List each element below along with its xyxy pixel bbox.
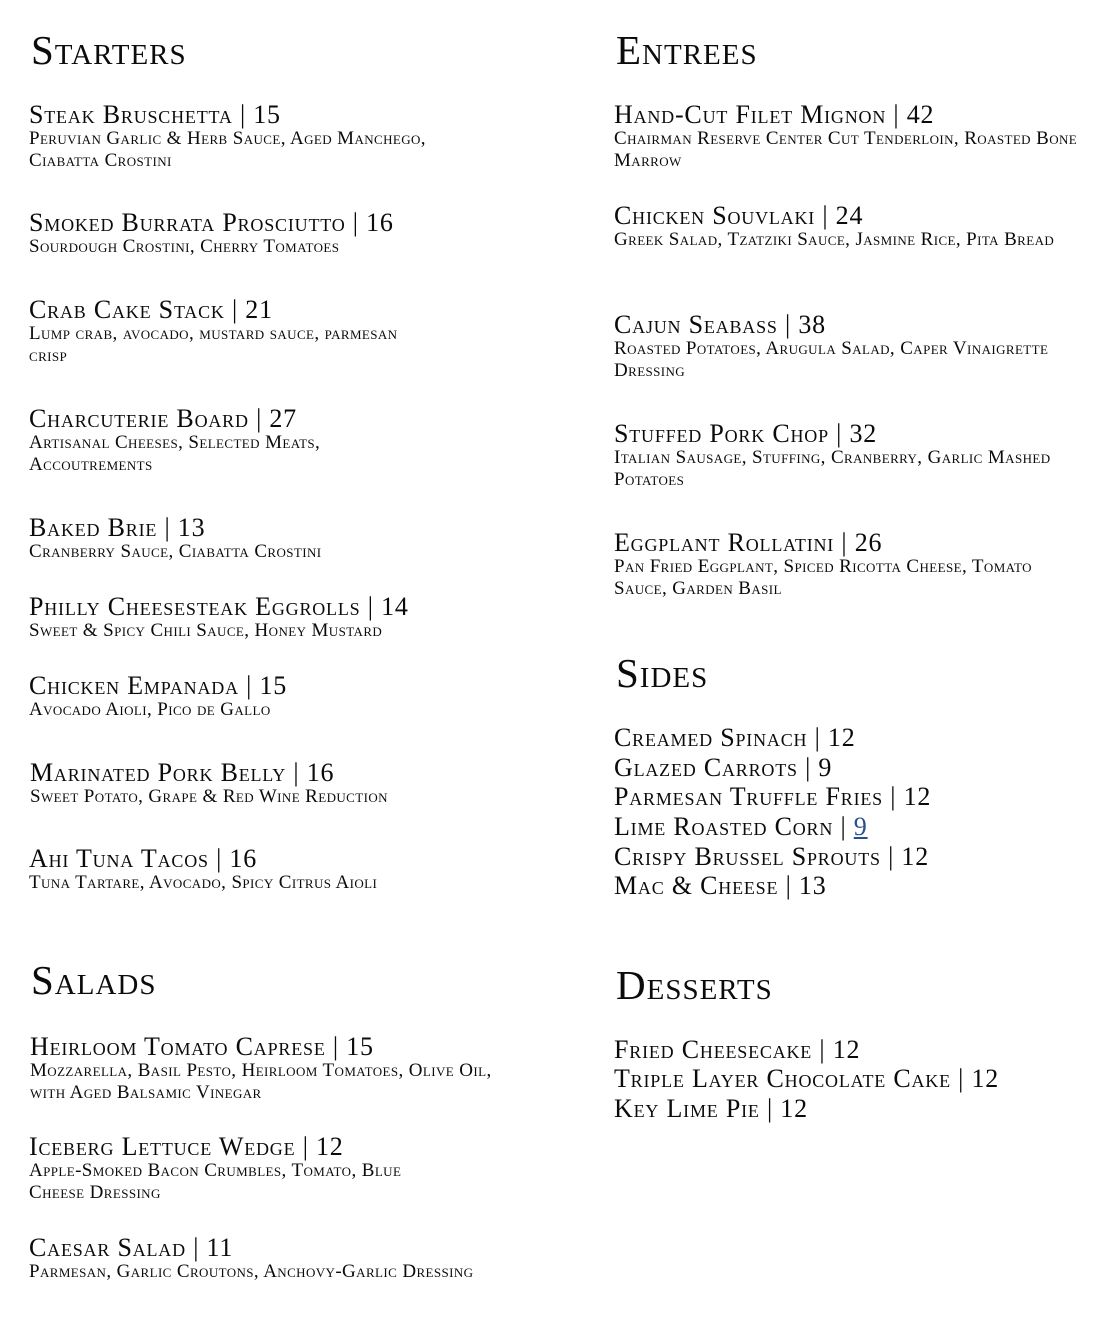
price-link[interactable]: 9 [853,812,868,841]
menu-item [30,1033,550,1104]
item-name: Baked Brie | 13 [29,513,206,542]
item-name: Iceberg Lettuce Wedge | 12 [29,1132,344,1161]
dessert-item: Triple Layer Chocolate Cake | 12 [614,1064,1000,1093]
menu-item [614,202,1104,251]
menu-item [29,1133,549,1204]
menu-item [614,311,1104,382]
item-description: Parmesan, Garlic Croutons, Anchovy-Garlic Dressing [29,1261,474,1282]
side-item: Creamed Spinach | 12 [614,723,856,752]
item-name: Charcuterie Board | 27 [29,404,297,433]
item-description: Roasted Potatoes, Arugula Salad, Caper Vinaigrette Dressing [614,338,1049,381]
item-description: Sweet Potato, Grape & Red Wine Reduction [30,786,388,807]
menu-item [29,101,549,172]
item-description: Peruvian Garlic & Herb Sauce, Aged Manchego, Ciabatta Crostini [29,128,426,171]
entrees-title: Entrees [616,27,758,73]
item-description: Chairman Reserve Center Cut Tenderloin, Roasted Bone Marrow [614,128,1078,171]
side-item: Parmesan Truffle Fries | 12 [614,782,932,811]
menu-item [29,209,549,258]
item-name: Philly Cheesesteak Eggrolls | 14 [29,592,409,621]
menu-item [29,845,549,894]
item-description: Sweet & Spicy Chili Sauce, Honey Mustard [29,620,383,641]
side-item: Crispy Brussel Sprouts | 12 [614,842,930,871]
item-description: Sourdough Crostini, Cherry Tomatoes [29,236,340,257]
side-item [614,813,868,841]
salads-title: Salads [31,957,157,1003]
item-name: Eggplant Rollatini | 26 [614,528,883,557]
menu-item [29,296,549,367]
item-description: Apple-Smoked Bacon Crumbles, Tomato, Blue Cheese Dressing [29,1160,402,1203]
item-name: Marinated Pork Belly | 16 [30,758,335,787]
menu-item [614,101,1104,172]
desserts-title: Desserts [616,962,773,1008]
item-name: Cajun Seabass | 38 [614,310,826,339]
starters-title: Starters [31,27,187,73]
item-name: Ahi Tuna Tacos | 16 [29,844,258,873]
item-name: Smoked Burrata Prosciutto | 16 [29,208,394,237]
item-name: Steak Bruschetta | 15 [29,100,281,129]
item-description: Cranberry Sauce, Ciabatta Crostini [29,541,322,562]
dessert-item: Fried Cheesecake | 12 [614,1035,861,1064]
item-description: Lump crab, avocado, mustard sauce, parmesan crisp [29,323,398,366]
side-item-label: Lime Roasted Corn | [614,812,854,841]
item-description: Italian Sausage, Stuffing, Cranberry, Garlic Mashed Potatoes [614,447,1051,490]
menu-item [29,593,549,642]
item-name: Chicken Empanada | 15 [29,671,288,700]
sides-title: Sides [616,650,709,696]
item-name: Heirloom Tomato Caprese | 15 [30,1032,374,1061]
item-name: Chicken Souvlaki | 24 [614,201,864,230]
side-item: Glazed Carrots | 9 [614,753,833,782]
item-description: Artisanal Cheeses, Selected Meats, Accoutrements [29,432,321,475]
item-description: Greek Salad, Tzatziki Sauce, Jasmine Rice, Pita Bread [614,229,1055,250]
menu-item [614,529,1104,600]
item-description: Avocado Aioli, Pico de Gallo [29,699,271,720]
menu-item [29,1234,549,1283]
menu-item [29,514,549,563]
menu-item [614,420,1104,491]
menu-item [29,672,549,721]
item-description: Mozzarella, Basil Pesto, Heirloom Tomatoes, Olive Oil, with Aged Balsamic Vinegar [30,1060,492,1103]
item-name: Hand-Cut Filet Mignon | 42 [614,100,935,129]
item-description: Pan Fried Eggplant, Spiced Ricotta Cheese, Tomato Sauce, Garden Basil [614,556,1032,599]
dessert-item: Key Lime Pie | 12 [614,1094,808,1123]
item-description: Tuna Tartare, Avocado, Spicy Citrus Aioli [29,872,378,893]
side-item: Mac & Cheese | 13 [614,871,827,900]
item-name: Crab Cake Stack | 21 [29,295,273,324]
item-name: Stuffed Pork Chop | 32 [614,419,878,448]
menu-item [30,759,550,808]
item-name: Caesar Salad | 11 [29,1233,234,1262]
menu-item [29,405,549,476]
